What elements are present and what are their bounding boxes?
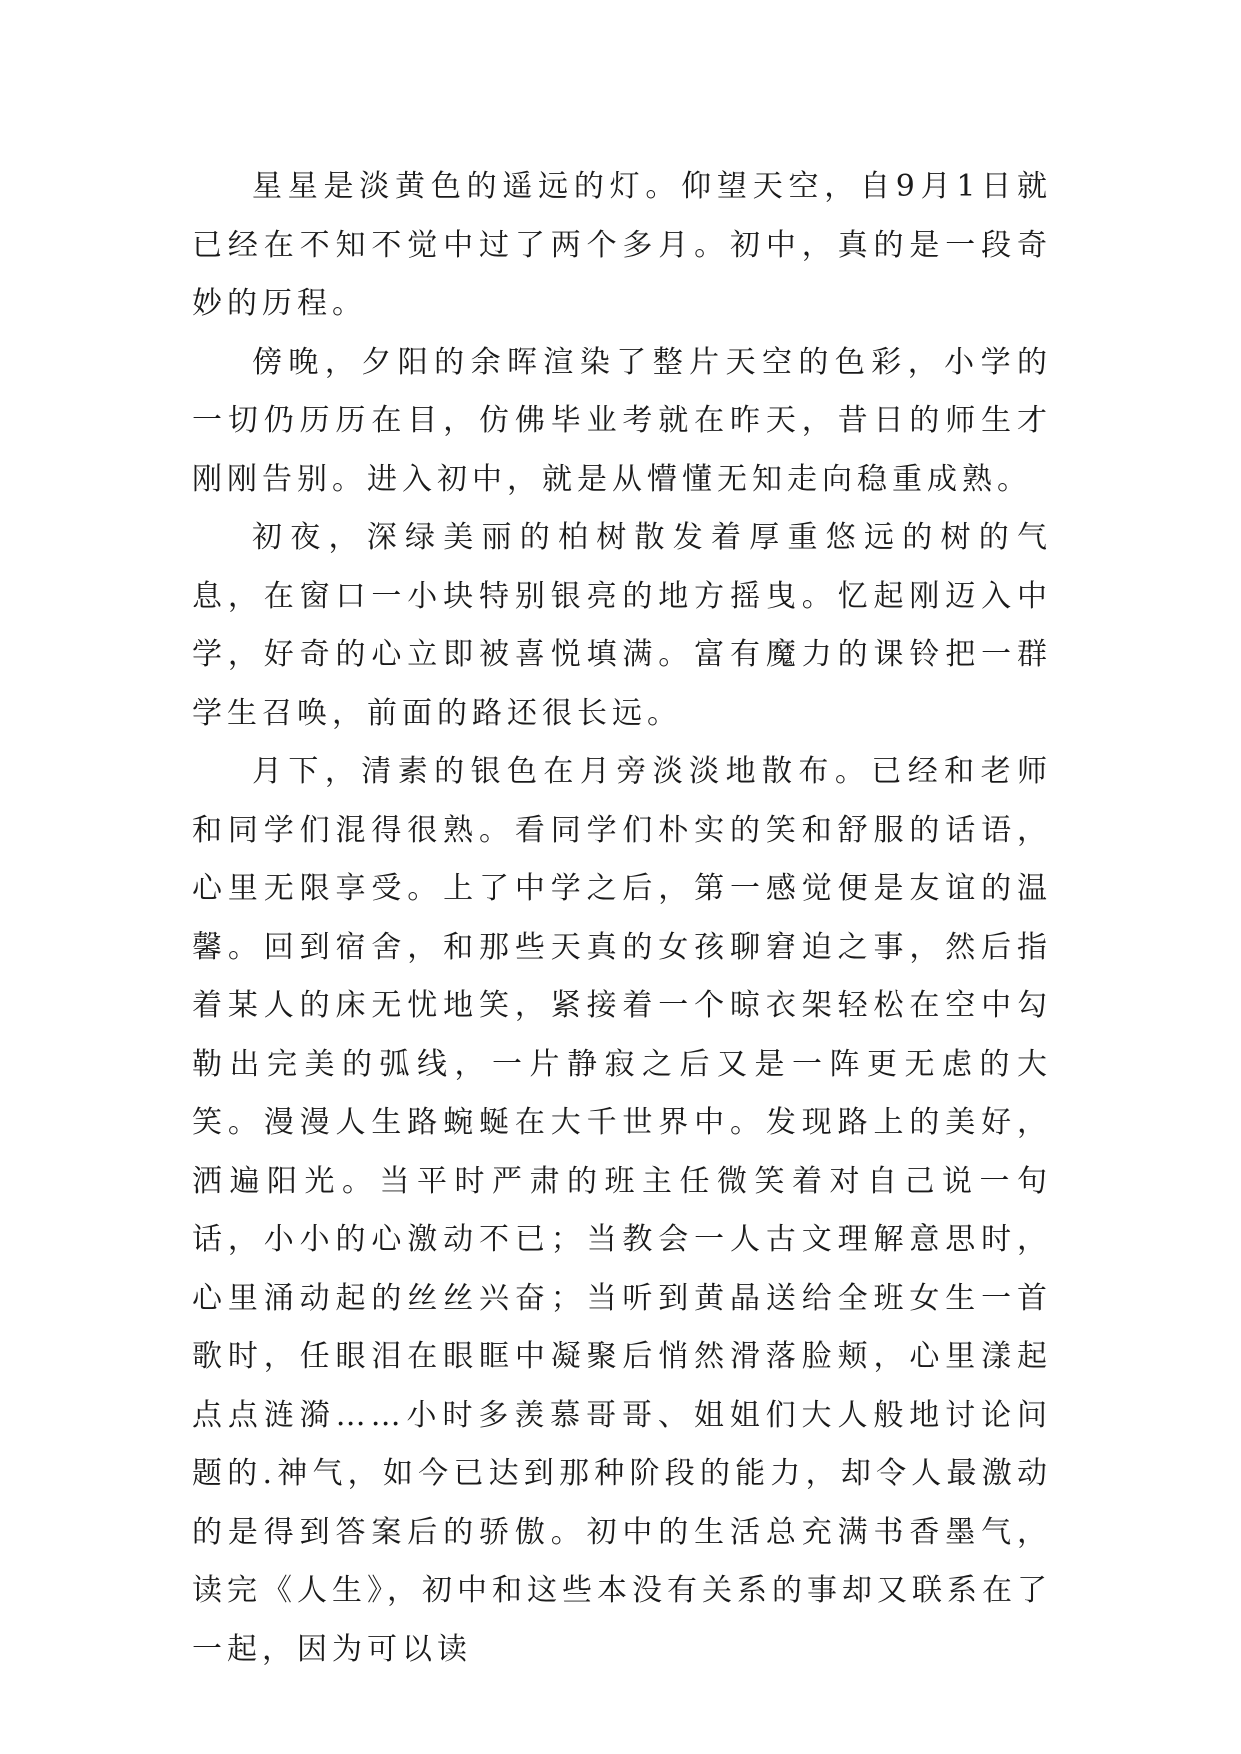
paragraph-stars: 星星是淡黄色的遥远的灯。仰望天空，自9月1日就已经在不知不觉中过了两个多月。初中，真的是一段奇妙的历程。	[192, 169, 1052, 321]
document-page	[192, 158, 1052, 1679]
paragraph-early-night: 初夜，深绿美丽的柏树散发着厚重悠远的树的气息，在窗口一小块特别银亮的地方摇曳。忆起刚迈入中学，好奇的心立即被喜悦填满。富有魔力的课铃把一群学生召唤，前面的路还很长远。	[192, 520, 1052, 731]
paragraph-dusk: 傍晚，夕阳的余晖渲染了整片天空的色彩，小学的一切仍历历在目，仿佛毕业考就在昨天，昔日的师生才刚刚告别。进入初中，就是从懵懂无知走向稳重成熟。	[192, 344, 1052, 497]
paragraph-moonlight: 月下，清素的银色在月旁淡淡地散布。已经和老师和同学们混得很熟。看同学们朴实的笑和舒服的话语，心里无限享受。上了中学之后，第一感觉便是友谊的温馨。回到宿舍，和那些天真的女孩聊窘迫之事，然后指着某人的床无忧地笑，紧接着一个晾衣架轻松在空中勾勒出完美的弧线，一片静寂之后又是一阵更无虑的大笑。漫漫人生路蜿蜒在大千世界中。发现路上的美好，洒遍阳光。当平时严肃的班主任微笑着对自己说一句话，小小的心激动不已；当教会一人古文理解意思时，心里涌动起的丝丝兴奋；当听到黄晶送给全班女生一首歌时，任眼泪在眼眶中凝聚后悄然滑落脸颊，心里漾起点点涟漪……小时多羡慕哥哥、姐姐们大人般地讨论问题的.神气，如今已达到那种阶段的能力，却令人最激动的是得到答案后的骄傲。初中的生活总充满书香墨气，读完《人生》，初中和这些本没有关系的事却又联系在了一起，因为可以读	[192, 754, 1052, 1667]
